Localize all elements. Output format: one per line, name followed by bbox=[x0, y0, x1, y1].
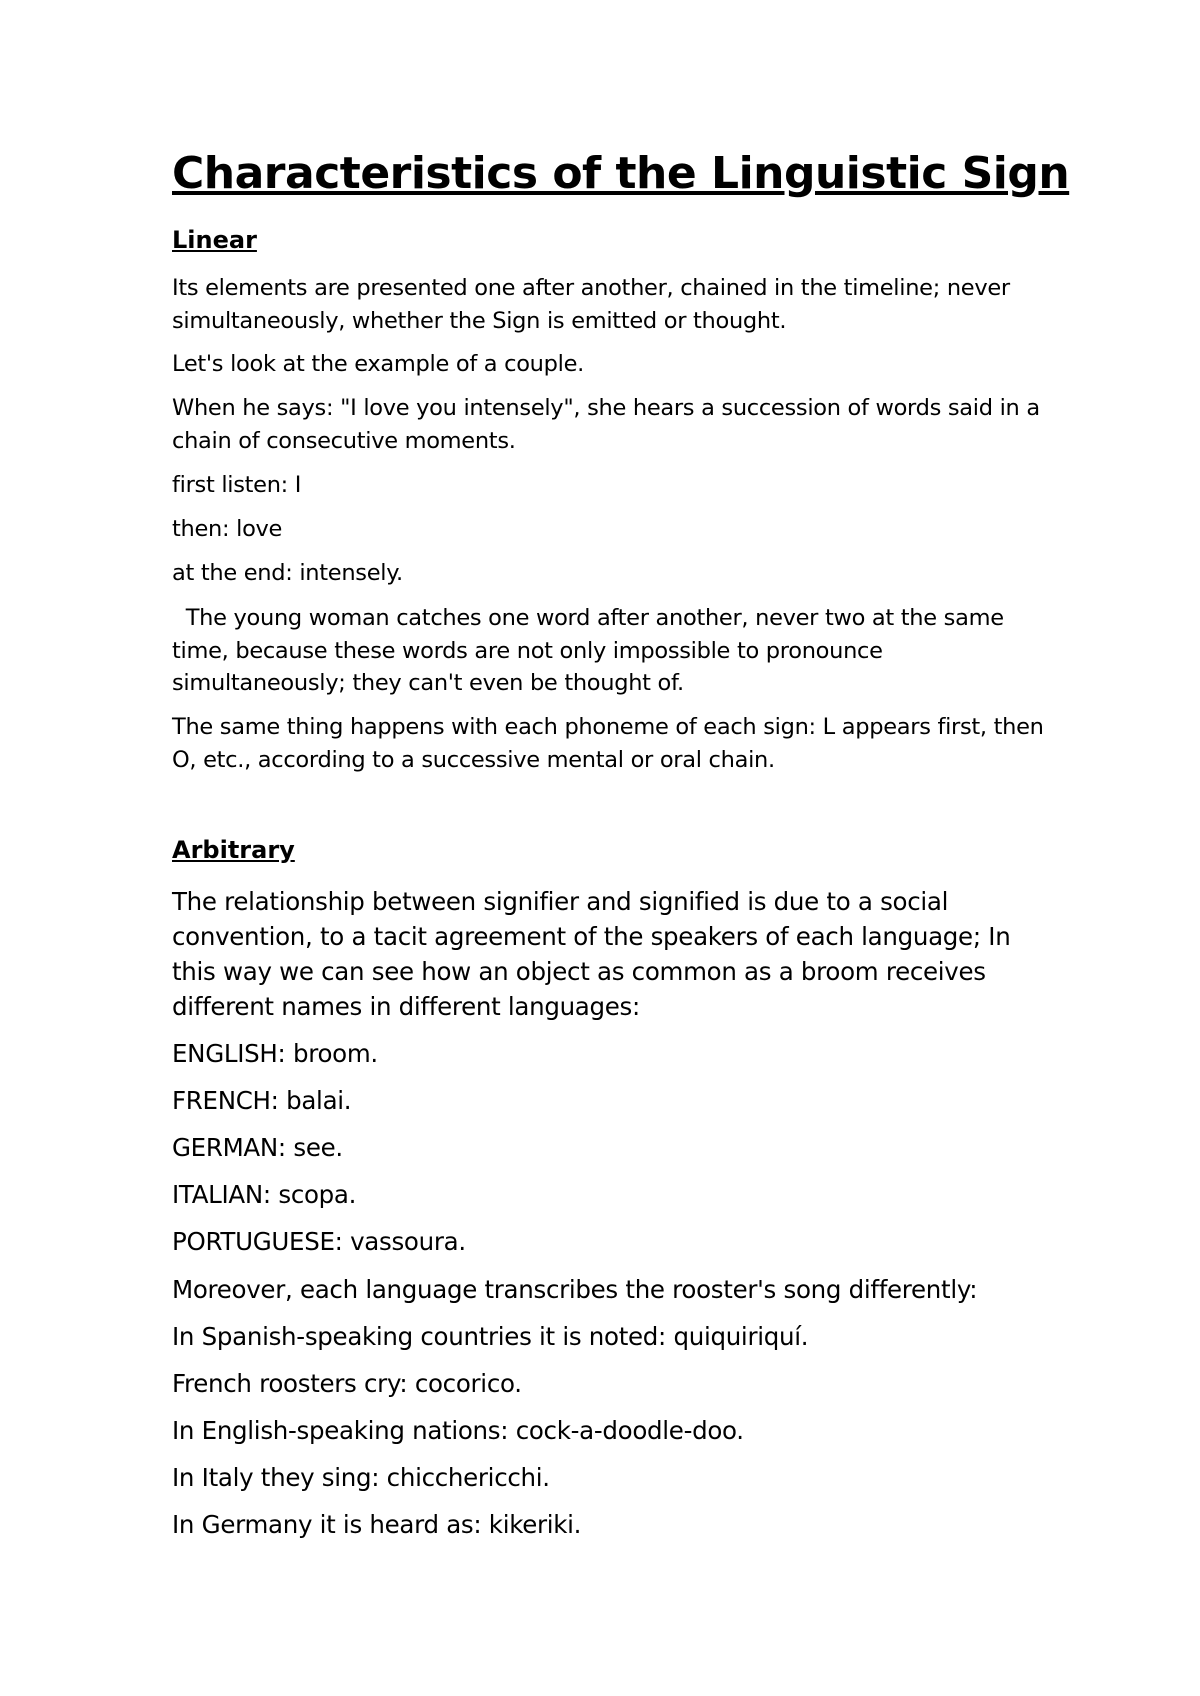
list-item: ITALIAN: scopa. bbox=[172, 1180, 357, 1209]
page-title: Characteristics of the Linguistic Sign bbox=[172, 148, 1070, 199]
list-item: In English-speaking nations: cock-a-doodle-doo. bbox=[172, 1416, 744, 1445]
section-heading-linear: Linear bbox=[172, 226, 257, 254]
list-item: In Germany it is heard as: kikeriki. bbox=[172, 1510, 582, 1539]
list-item: ENGLISH: broom. bbox=[172, 1039, 378, 1068]
paragraph: Moreover, each language transcribes the rooster's song differently: bbox=[172, 1275, 978, 1304]
list-item: In Italy they sing: chicchericchi. bbox=[172, 1463, 550, 1492]
paragraph: When he says: "I love you intensely", she hears a succession of words said in a chain of consecutive moments. bbox=[172, 395, 1040, 454]
list-item: FRENCH: balai. bbox=[172, 1086, 352, 1115]
paragraph: Its elements are presented one after another, chained in the timeline; never simultaneously, whether the Sign is emitted or thought. bbox=[172, 275, 1010, 334]
paragraph: then: love bbox=[172, 516, 283, 542]
list-item: French roosters cry: cocorico. bbox=[172, 1369, 522, 1398]
list-item: In Spanish-speaking countries it is noted: quiquiriquí. bbox=[172, 1322, 809, 1351]
paragraph: at the end: intensely. bbox=[172, 560, 403, 586]
paragraph: Let's look at the example of a couple. bbox=[172, 351, 584, 377]
list-item: GERMAN: see. bbox=[172, 1133, 343, 1162]
list-item: PORTUGUESE: vassoura. bbox=[172, 1227, 466, 1256]
paragraph: first listen: I bbox=[172, 472, 302, 498]
paragraph: The same thing happens with each phoneme of each sign: L appears first, then O, etc., according to a successive mental or oral chain. bbox=[172, 714, 1044, 773]
paragraph: The young woman catches one word after another, never two at the same time, because these words are not only impossible to pronounce simultaneously; they can't even be thought of. bbox=[172, 605, 1011, 696]
section-heading-arbitrary: Arbitrary bbox=[172, 836, 295, 864]
paragraph: The relationship between signifier and signified is due to a social convention, to a tacit agreement of the speakers of each language; In this way we can see how an object as common as a broom receives different names in different languages: bbox=[172, 887, 1011, 1021]
